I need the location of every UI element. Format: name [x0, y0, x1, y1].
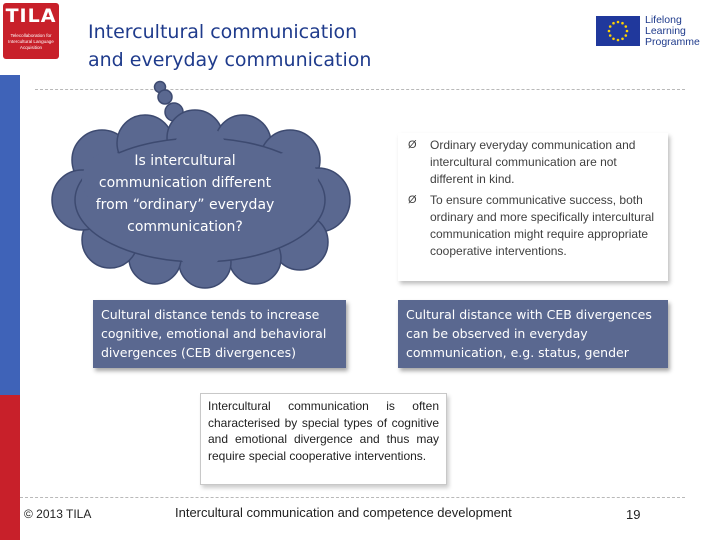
llp-line-1: Lifelong [645, 14, 682, 26]
cloud-question: Is intercultural communication different from “ordinary” everyday communication? [95, 153, 275, 235]
bullet-item [408, 137, 663, 188]
page-number: 19 [626, 507, 641, 522]
tila-logo-letters: TILA [5, 5, 57, 27]
llp-line-2: Learning [645, 25, 686, 37]
bullet-text: To ensure communicative success, both ordinary and more specifically intercultural communication might require appropriate cooperative interventions. [430, 193, 655, 258]
bullet-item [408, 192, 663, 260]
llp-line-3: Programme [645, 36, 700, 48]
title-line-1: Intercultural communication [88, 21, 358, 43]
cultural-distance-box-left: Cultural distance tends to increase cognitive, emotional and behavioral divergences (CEB divergences) [93, 300, 346, 368]
tila-logo-subtitle: Telecollaboration for Intercultural Language Acquisition [8, 33, 54, 50]
bullet-text: Ordinary everyday communication and intercultural communication are not different in kind. [430, 138, 636, 186]
title-line-2: and everyday communication [88, 49, 372, 71]
bullet-box [398, 133, 668, 281]
footer-copyright: © 2013 TILA [24, 507, 92, 521]
bullet-marker-icon: Ø [408, 139, 417, 151]
bullet-marker-icon: Ø [408, 194, 417, 206]
cultural-distance-box-right: Cultural distance with CEB divergences can be observed in everyday communication, e.g. status, gender [398, 300, 668, 368]
summary-text-box: Intercultural communication is often characterised by special types of cognitive and emotional divergence and thus may require special cooperative interventions. [200, 393, 447, 485]
footer-title: Intercultural communication and competence development [175, 505, 512, 520]
